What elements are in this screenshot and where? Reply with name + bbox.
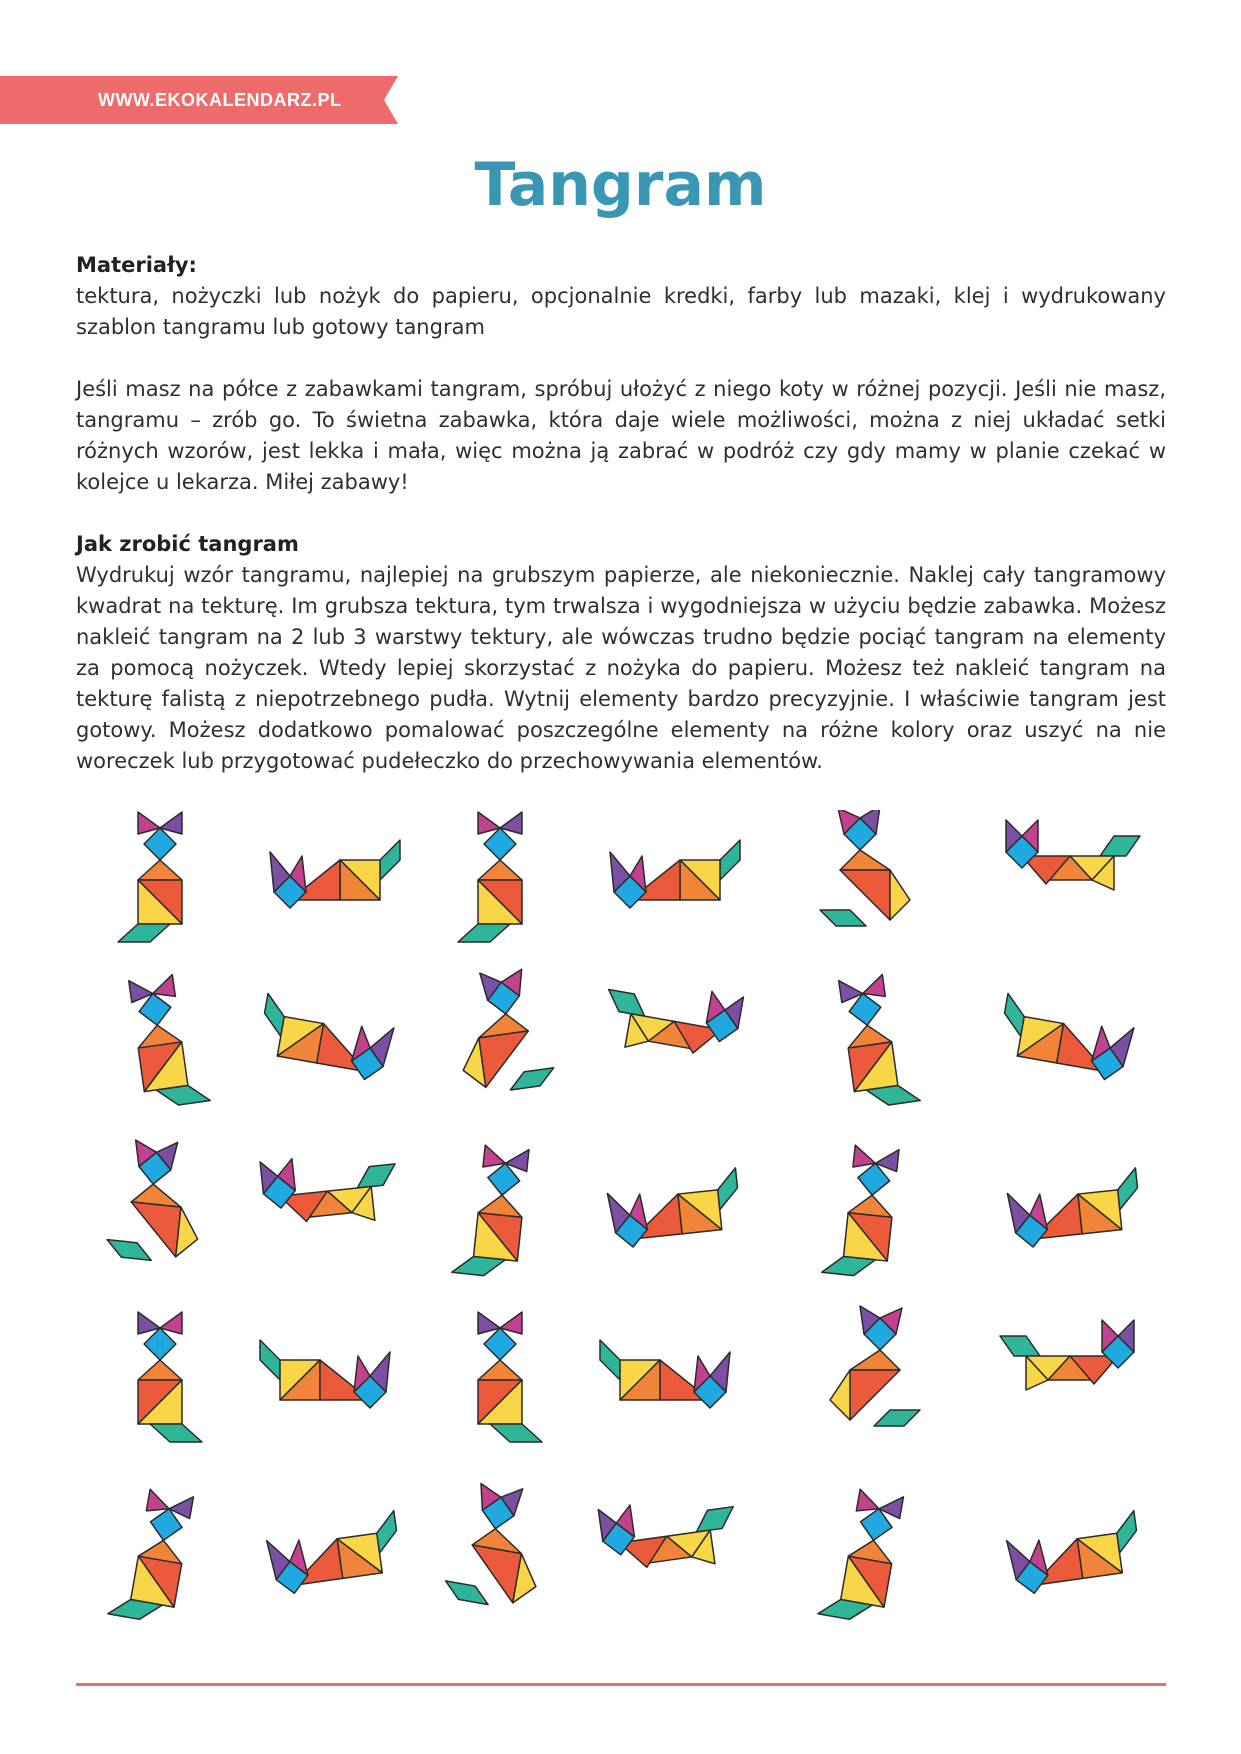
materials-text: tektura, nożyczki lub nożyk do papieru, opcjonalnie kredki, farby lub mazaki, klej i wydrukowany szablon tangramu lub gotowy tangram (76, 284, 1166, 339)
website-ribbon (0, 76, 398, 124)
howto-heading: Jak zrobić tangram (76, 532, 299, 556)
tangram-cat-figure (1000, 1320, 1134, 1390)
tangram-cat-figure (610, 840, 740, 908)
tangram-cat-figure (138, 1312, 202, 1442)
tangram-cat-figure (818, 1486, 904, 1625)
tangram-cat-figure (265, 1511, 403, 1596)
tangram-cat-figure (822, 1143, 899, 1279)
tangram-cat-figure (458, 812, 522, 942)
tangram-cat-figure (270, 840, 400, 908)
tangram-cat-figure (830, 1306, 920, 1426)
tangram-cat-figure (478, 1312, 542, 1442)
tangram-cat-figure (1006, 820, 1140, 890)
tangram-cat-figure (443, 1478, 552, 1612)
tangram-cats-gallery (0, 810, 1241, 1670)
howto-text: Wydrukuj wzór tangramu, najlepiej na grubszym papierze, ale niekoniecznie. Naklej cały tangramowy kwadrat na tekturę. Im grubsza tektura, tym trwalsza i wygodniejsza w użyciu będzie zabawka. Możesz nakleić tangram na 2 lub 3 warstwy tektury, ale wówczas trudno będzie pociąć tangram na elementy za pomocą nożyczek. Wtedy lepiej skorzystać z nożyka do papieru. Możesz też nakleić tangram na tekturę falistą z niepotrzebnego pudła. Wytnij elementy bardzo precyzyjnie. I właściwie tangram jest gotowy. Możesz dodatkowo pomalować poszczególne elementy na różne kolory oraz uszyć na nie woreczek lub przygotować pudełeczko do przechowywania elementów. (76, 563, 1166, 773)
tangram-cat-figure (450, 965, 556, 1096)
website-link[interactable]: WWW.EKOKALENDARZ.PL (98, 90, 342, 110)
tangram-cat-figure (606, 1168, 742, 1249)
tangram-cat-figure (820, 810, 910, 926)
tangram-cat-figure (105, 1136, 207, 1265)
tangram-cat-figure (129, 972, 210, 1110)
tangram-cat-figure (598, 1491, 740, 1579)
tangram-cat-figure (108, 1486, 194, 1625)
tangram-cat-figure (260, 1340, 390, 1408)
tangram-cat-figure (599, 974, 743, 1066)
instructions-text (76, 250, 1166, 777)
tangram-cat-figure (118, 812, 182, 942)
intro-text: Jeśli masz na półce z zabawkami tangram, spróbuj ułożyć z niego koty w różnej pozycji. Jeśli nie masz, tangramu – zrób go. To świetna zabawka, która daje wiele możliwości, można z niej układać setki różnych wzorów, jest lekka i mała, więc można ją zabrać w podróż czy gdy mamy w planie czekać w kolejce u lekarza. Miłej zabawy! (76, 377, 1166, 494)
page-title: Tangram (474, 150, 767, 220)
tangram-cat-figure (1005, 1511, 1143, 1596)
tangram-cat-figure (600, 1340, 730, 1408)
tangram-cat-figure (260, 1148, 401, 1232)
tangram-cat-figure (256, 993, 396, 1083)
bottom-divider-line (76, 1683, 1166, 1686)
tangram-cat-figure (452, 1143, 529, 1279)
materials-heading: Materiały: (76, 253, 197, 277)
tangram-cat-figure (1006, 1168, 1142, 1249)
tangram-cat-figure (839, 972, 920, 1110)
tangram-cat-figure (996, 993, 1136, 1083)
